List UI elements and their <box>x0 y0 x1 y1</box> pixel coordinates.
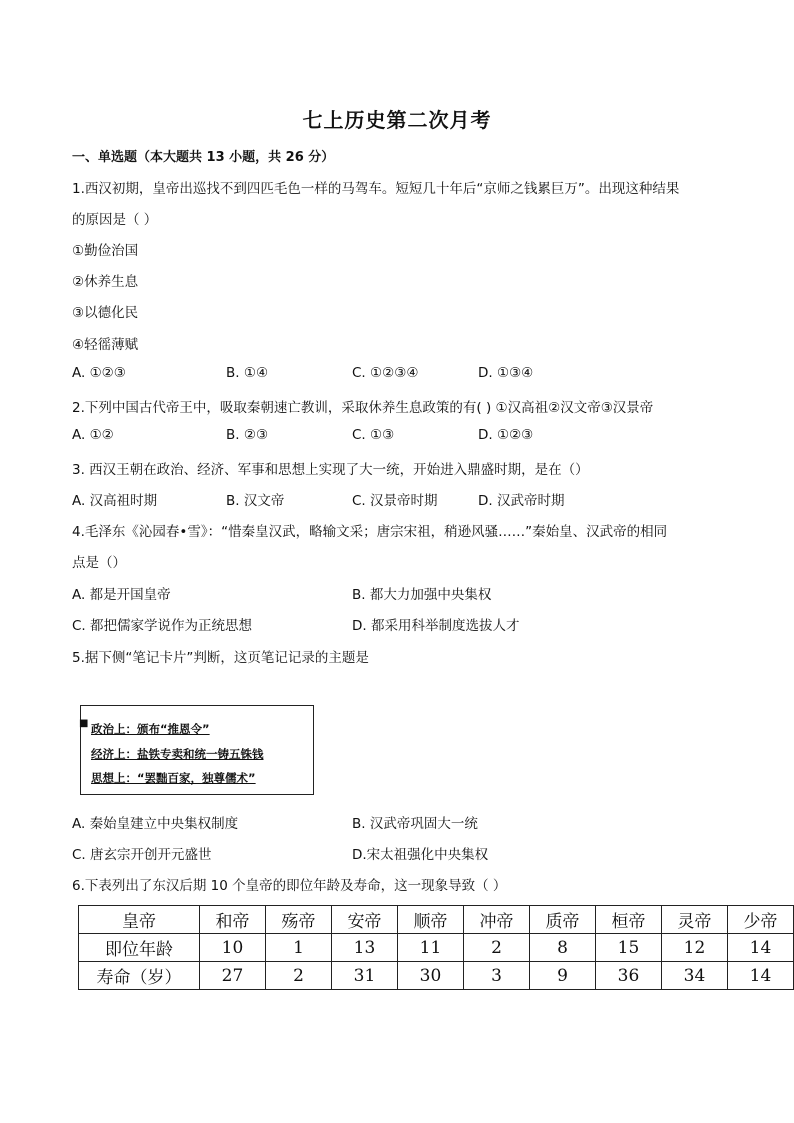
table-cell: 殇帝 <box>266 906 332 934</box>
page-title: 七上历史第二次月考 <box>302 108 492 132</box>
table-row <box>79 962 794 990</box>
table-cell: 36 <box>596 962 662 990</box>
table-cell: 14 <box>728 934 794 962</box>
table-cell: 8 <box>530 934 596 962</box>
q1-item-4: ④轻徭薄赋 <box>72 337 139 353</box>
q2-option-d[interactable]: D. ①②③ <box>478 427 534 443</box>
bullet-icon: ■ <box>79 718 89 729</box>
q1-item-1: ①勤俭治国 <box>72 243 139 259</box>
q4-option-c[interactable]: C. 都把儒家学说作为正统思想 <box>72 618 253 634</box>
table-cell: 即位年龄 <box>79 934 200 962</box>
q2-option-a[interactable]: A. ①② <box>72 427 114 443</box>
section-heading: 一、单选题（本大题共 13 小题，共 26 分） <box>72 150 335 165</box>
table-cell: 9 <box>530 962 596 990</box>
q5-option-b[interactable]: B. 汉武帝巩固大一统 <box>352 816 478 832</box>
q1-option-b[interactable]: B. ①④ <box>226 365 269 381</box>
q3-option-b[interactable]: B. 汉文帝 <box>226 493 285 509</box>
q1-item-3: ③以德化民 <box>72 305 139 321</box>
table-cell: 少帝 <box>728 906 794 934</box>
table-cell: 1 <box>266 934 332 962</box>
table-cell: 安帝 <box>332 906 398 934</box>
table-cell: 皇帝 <box>79 906 200 934</box>
q6-stem: 6.下表列出了东汉后期 10 个皇帝的即位年龄及寿命，这一现象导致（ ） <box>72 878 507 894</box>
q5-option-c[interactable]: C. 唐玄宗开创开元盛世 <box>72 847 212 863</box>
table-cell: 桓帝 <box>596 906 662 934</box>
table-cell: 3 <box>464 962 530 990</box>
table-cell: 27 <box>200 962 266 990</box>
table-cell: 寿命（岁） <box>79 962 200 990</box>
q4-option-d[interactable]: D. 都采用科举制度选拔人才 <box>352 618 520 634</box>
table-cell: 13 <box>332 934 398 962</box>
note-card <box>80 705 314 795</box>
table-cell: 灵帝 <box>662 906 728 934</box>
q1-item-2: ②休养生息 <box>72 274 139 290</box>
table-cell: 31 <box>332 962 398 990</box>
table-cell: 和帝 <box>200 906 266 934</box>
q1-stem-line1: 1.西汉初期，皇帝出巡找不到四匹毛色一样的马驾车。短短几十年后“京师之钱累巨万”。出现这种结果 <box>72 181 680 197</box>
q5-stem: 5.据下侧“笔记卡片”判断，这页笔记记录的主题是 <box>72 650 369 666</box>
table-cell: 质帝 <box>530 906 596 934</box>
table-cell: 30 <box>398 962 464 990</box>
q1-stem-line2: 的原因是（ ） <box>72 212 158 228</box>
q4-stem-line2: 点是（） <box>72 555 126 571</box>
note-card-line-politics: 政治上：颁布“推恩令” <box>91 722 210 736</box>
table-cell: 2 <box>266 962 332 990</box>
q4-stem-line1: 4.毛泽东《沁园春•雪》：“惜秦皇汉武，略输文采；唐宗宋祖，稍逊风骚……”秦始皇、汉武帝的相同 <box>72 524 668 540</box>
q4-option-b[interactable]: B. 都大力加强中央集权 <box>352 587 492 603</box>
q3-option-c[interactable]: C. 汉景帝时期 <box>352 493 438 509</box>
q4-option-a[interactable]: A. 都是开国皇帝 <box>72 587 171 603</box>
table-header-row <box>79 906 794 934</box>
table-cell: 12 <box>662 934 728 962</box>
note-card-line-thought: 思想上：“罢黜百家，独尊儒术” <box>91 771 256 785</box>
q2-option-b[interactable]: B. ②③ <box>226 427 269 443</box>
table-cell: 冲帝 <box>464 906 530 934</box>
table-cell: 11 <box>398 934 464 962</box>
q5-option-d[interactable]: D.宋太祖强化中央集权 <box>352 847 489 863</box>
note-card-line-economy: 经济上：盐铁专卖和统一铸五铢钱 <box>91 747 264 761</box>
q2-stem: 2.下列中国古代帝王中，吸取秦朝速亡教训，采取休养生息政策的有( ) ①汉高祖②汉文帝③汉景帝 <box>72 400 654 416</box>
table-row <box>79 934 794 962</box>
q1-option-c[interactable]: C. ①②③④ <box>352 365 419 381</box>
q1-option-d[interactable]: D. ①③④ <box>478 365 534 381</box>
q3-stem: 3. 西汉王朝在政治、经济、军事和思想上实现了大一统，开始进入鼎盛时期，是在（） <box>72 462 589 478</box>
table-cell: 15 <box>596 934 662 962</box>
table-cell: 顺帝 <box>398 906 464 934</box>
table-cell: 2 <box>464 934 530 962</box>
q2-option-c[interactable]: C. ①③ <box>352 427 395 443</box>
table-cell: 14 <box>728 962 794 990</box>
q3-option-a[interactable]: A. 汉高祖时期 <box>72 493 158 509</box>
q3-option-d[interactable]: D. 汉武帝时期 <box>478 493 565 509</box>
table-cell: 34 <box>662 962 728 990</box>
q5-option-a[interactable]: A. 秦始皇建立中央集权制度 <box>72 816 239 832</box>
table-cell: 10 <box>200 934 266 962</box>
emperor-table <box>78 905 794 990</box>
q1-option-a[interactable]: A. ①②③ <box>72 365 126 381</box>
